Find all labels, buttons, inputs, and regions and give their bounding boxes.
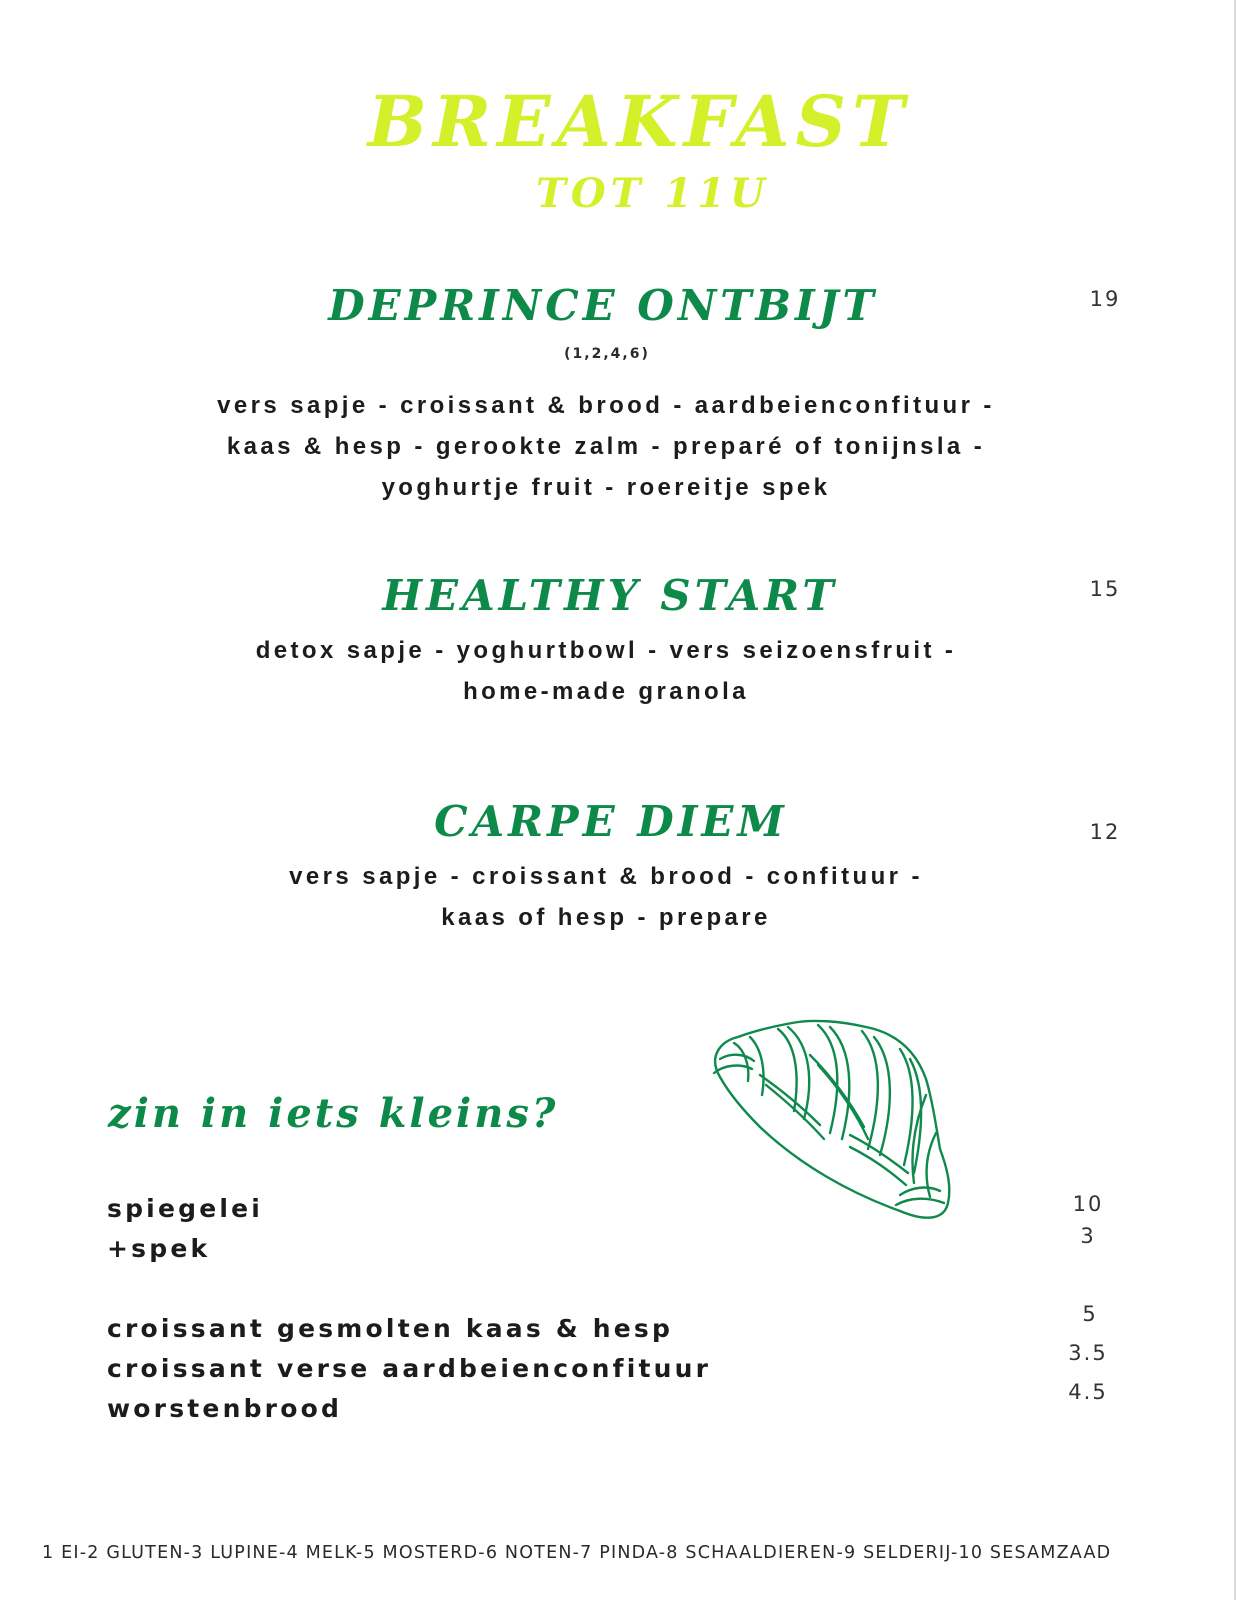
page-title: BREAKFAST — [367, 80, 911, 163]
price-spiegelei: 10 — [1072, 1192, 1104, 1216]
description-line: detox sapje - yoghurtbowl - vers seizoensfruit - — [255, 637, 957, 664]
section-title-healthy-start: HEALTHY START — [382, 571, 838, 620]
price-deprince-ontbijt: 19 — [1089, 287, 1121, 311]
allergen-codes: (1,2,4,6) — [564, 346, 650, 362]
section-description-healthy-start — [0, 630, 1212, 712]
description-line: kaas & hesp - gerookte zalm - preparé of tonijnsla - — [226, 433, 986, 460]
croissant-icon — [700, 1015, 965, 1230]
menu-item-croissant-confituur: croissant verse aardbeienconfituur — [107, 1354, 712, 1383]
menu-item-worstenbrood: worstenbrood — [107, 1394, 343, 1423]
page-subtitle: TOT 11U — [536, 170, 770, 217]
section-description-carpe-diem — [0, 856, 1212, 938]
description-line: vers sapje - croissant & brood - aardbeienconfituur - — [217, 392, 995, 419]
description-line: vers sapje - croissant & brood - confituur - — [289, 863, 923, 890]
price-carpe-diem: 12 — [1089, 820, 1121, 844]
section-title-deprince-ontbijt: DEPRINCE ONTBIJT — [328, 281, 878, 330]
small-bites-heading: zin in iets kleins? — [108, 1090, 559, 1137]
section-title-carpe-diem: CARPE DIEM — [434, 797, 788, 846]
description-line: kaas of hesp - prepare — [441, 904, 771, 931]
price-worstenbrood: 4.5 — [1068, 1380, 1108, 1404]
price-spek: 3 — [1080, 1224, 1096, 1248]
menu-item-spiegelei: spiegelei — [107, 1194, 264, 1223]
price-croissant-kaas-hesp: 5 — [1082, 1302, 1098, 1326]
description-line: yoghurtje fruit - roereitje spek — [381, 474, 831, 501]
section-description-deprince-ontbijt — [0, 385, 1212, 508]
description-line: home-made granola — [463, 678, 749, 705]
allergen-legend: 1 EI-2 GLUTEN-3 LUPINE-4 MELK-5 MOSTERD-6 NOTEN-7 PINDA-8 SCHAALDIEREN-9 SELDERIJ-10 SESAMZAAD — [42, 1543, 1112, 1563]
menu-item-croissant-kaas-hesp: croissant gesmolten kaas & hesp — [107, 1314, 674, 1343]
menu-item-spek: +spek — [107, 1234, 211, 1263]
price-healthy-start: 15 — [1089, 577, 1121, 601]
price-croissant-confituur: 3.5 — [1068, 1341, 1108, 1365]
